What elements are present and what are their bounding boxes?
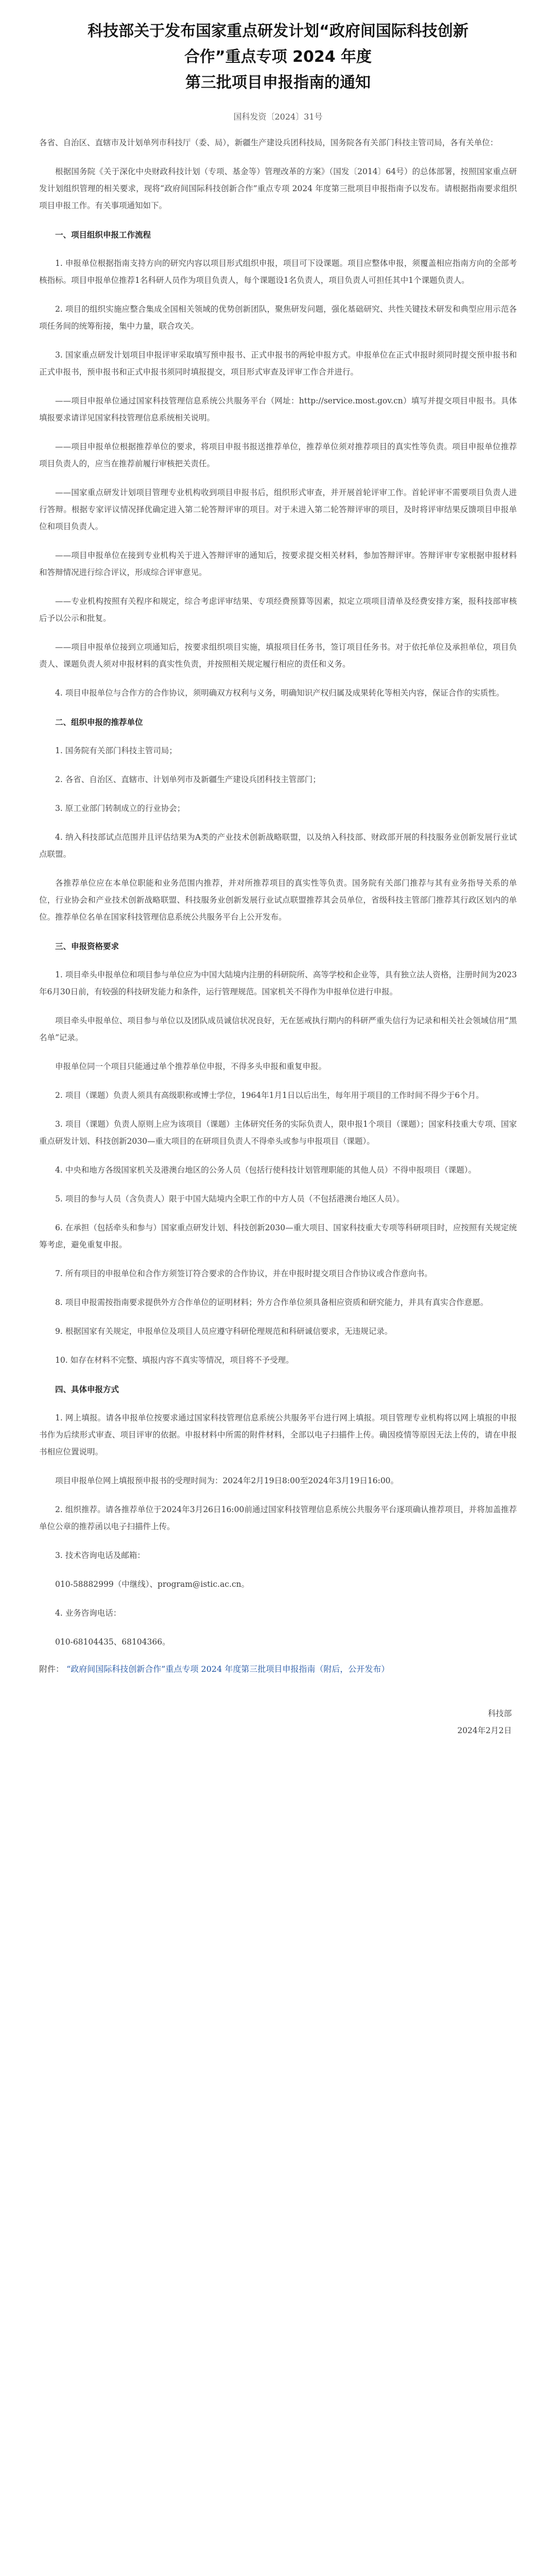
paragraph: 8. 项目申报需按指南要求提供外方合作单位的证明材料；外方合作单位须具备相应资质和研究能力，并具有真实合作意愿。	[55, 1298, 489, 1307]
paragraph: 四、具体申报方式	[55, 1384, 119, 1394]
page-title	[39, 19, 517, 96]
paragraph: 项目牵头申报单位、项目参与单位以及团队成员诚信状况良好，无在惩戒执行期内的科研严重失信行为记录和相关社会领域信用“黑名单”记录。	[39, 1016, 517, 1042]
paragraph: 2. 项目（课题）负责人须具有高级职称或博士学位，1964年1月1日以后出生，每年用于项目的工作时间不得少于6个月。	[55, 1091, 484, 1100]
paragraph: 三、申报资格要求	[55, 941, 119, 951]
paragraph: 2. 项目的组织实施应整合集成全国相关领域的优势创新团队，聚焦研发问题，强化基础研究、共性关键技术研发和典型应用示范各项任务间的统筹衔接，集中力量，联合攻关。	[39, 304, 517, 331]
paragraph: 1. 国务院有关部门科技主管司局；	[55, 746, 177, 755]
paragraph: 6. 在承担（包括牵头和参与）国家重点研发计划、科技创新2030—重大项目、国家科技重大专项等科研项目时，应按照有关规定统筹考虑，避免重复申报。	[39, 1223, 517, 1249]
document-body	[39, 134, 517, 1651]
paragraph: 根据国务院《关于深化中央财政科技计划（专项、基金等）管理改革的方案》（国发〔2014〕64号）的总体部署，按照国家重点研发计划组织管理的相关要求，现将“政府间国际科技创新合作”重点专项 2024 年度第三批项目申报指南予以发布。请根据指南要求组织项目申报工作。有关事项通知如下。	[39, 167, 517, 210]
title-line-1: 科技部关于发布国家重点研发计划“政府间国际科技创新	[88, 22, 468, 40]
paragraph: 7. 所有项目的申报单位和合作方须签订符合要求的合作协议，并在申报时提交项目合作协议或合作意向书。	[55, 1269, 432, 1278]
paragraph: 4. 中央和地方各级国家机关及港澳台地区的公务人员（包括行使科技计划管理职能的其他人员）不得申报项目（课题）。	[55, 1165, 476, 1175]
paragraph: 9. 根据国家有关规定，申报单位及项目人员应遵守科研伦理规范和科研诚信要求，无违规记录。	[55, 1327, 393, 1336]
attachment-link[interactable]: “政府间国际科技创新合作”重点专项 2024 年度第三批项目申报指南（附后，公开发布）	[66, 1664, 390, 1674]
paragraph: 申报单位同一个项目只能通过单个推荐单位申报，不得多头申报和重复申报。	[55, 1062, 327, 1071]
paragraph: 3. 技术咨询电话及邮箱：	[55, 1551, 145, 1560]
paragraph: 各省、自治区、直辖市及计划单列市科技厅（委、局），新疆生产建设兵团科技局，国务院各有关部门科技主管司局，各有关单位：	[39, 138, 498, 147]
paragraph: 1. 申报单位根据指南支持方向的研究内容以项目形式组织申报，项目可下设课题。项目应整体申报，须覆盖相应指南方向的全部考核指标。项目申报单位推荐1名科研人员作为项目负责人，每个课题设1名负责人，项目负责人可担任其中1个课题负责人。	[39, 259, 517, 285]
paragraph: 4. 项目申报单位与合作方的合作协议，须明确双方权利与义务，明确知识产权归属及成果转化等相关内容，保证合作的实质性。	[55, 688, 505, 698]
paragraph: ——项目申报单位在接到专业机构关于进入答辩评审的通知后，按要求提交相关材料，参加答辩评审。答辩评审专家根据申报材料和答辩情况进行综合评议，形成综合评审意见。	[39, 551, 517, 577]
paragraph: 5. 项目的参与人员（含负责人）限于中国大陆境内全职工作的中方人员（不包括港澳台地区人员）。	[55, 1194, 405, 1204]
paragraph: ——国家重点研发计划项目管理专业机构收到项目申报书后，组织形式审查，并开展首轮评审工作。首轮评审不需要项目负责人进行答辩。根据专家评议情况择优确定进入第二轮答辩评审的项目。对于未进入第二轮答辩评审的项目，及时将评审结果反馈项目申报单位和项目负责人。	[39, 488, 517, 531]
paragraph: 2. 各省、自治区、直辖市、计划单列市及新疆生产建设兵团科技主管部门；	[55, 775, 321, 784]
paragraph: 2. 组织推荐。请各推荐单位于2024年3月26日16:00前通过国家科技管理信息系统公共服务平台逐项确认推荐项目，并将加盖推荐单位公章的推荐函以电子扫描件上传。	[39, 1505, 517, 1531]
title-line-2: 合作”重点专项 2024 年度	[184, 48, 372, 66]
paragraph: 3. 国家重点研发计划项目申报评审采取填写预申报书、正式申报书的两轮申报方式。申报单位在正式申报时须同时提交预申报书和正式申报书，预申报书和正式申报书须同时填报提交，项目形式审查及评审工作合并进行。	[39, 350, 517, 377]
paragraph: 二、组织申报的推荐单位	[55, 717, 143, 727]
paragraph: 1. 项目牵头申报单位和项目参与单位应为中国大陆境内注册的科研院所、高等学校和企业等，具有独立法人资格，注册时间为2023年6月30日前，有较强的科技研发能力和条件，运行管理规范。国家机关不得作为申报单位进行申报。	[39, 970, 517, 996]
signature-date: 2024年2月2日	[457, 1726, 512, 1735]
paragraph: ——项目申报单位根据推荐单位的要求，将项目申报书报送推荐单位，推荐单位须对推荐项目的真实性等负责。项目申报单位推荐项目负责人的，应当在推荐前履行审核把关责任。	[39, 442, 517, 468]
paragraph: 3. 项目（课题）负责人原则上应为该项目（课题）主体研究任务的实际负责人，限申报1个项目（课题）；国家科技重大专项、国家重点研发计划、科技创新2030—重大项目的在研项目负责人不得牵头或参与申报项目（课题）。	[39, 1120, 517, 1146]
paragraph: 4. 业务咨询电话：	[55, 1608, 121, 1618]
paragraph: 各推荐单位应在本单位职能和业务范围内推荐，并对所推荐项目的真实性等负责。国务院有关部门推荐与其有业务指导关系的单位，行业协会和产业技术创新战略联盟、科技服务业创新发展行业试点联盟推荐其会员单位，省级科技主管部门推荐其行政区划内的单位。推荐单位名单在国家科技管理信息系统公共服务平台上公开发布。	[39, 878, 517, 922]
paragraph: 010-68104435、68104366。	[55, 1637, 170, 1647]
paragraph: 1. 网上填报。请各申报单位按要求通过国家科技管理信息系统公共服务平台进行网上填报。项目管理专业机构将以网上填报的申报书作为后续形式审查、项目评审的依据。申报材料中所需的附件材料，全部以电子扫描件上传。确因疫情等原因无法上传的，请在申报书相应位置说明。	[39, 1413, 517, 1456]
attachment-note	[39, 1663, 517, 1674]
paragraph: 3. 原工业部门转制成立的行业协会；	[55, 804, 185, 813]
paragraph: 10. 如存在材料不完整、填报内容不真实等情况，项目将不予受理。	[55, 1355, 294, 1365]
paragraph: ——专业机构按照有关程序和规定，综合考虑评审结果、专项经费预算等因素，拟定立项项目清单及经费安排方案，报科技部审核后予以公示和批复。	[39, 597, 517, 623]
paragraph: 010-58882999（中继线）、program@istic.ac.cn。	[55, 1580, 250, 1589]
paragraph: ——项目申报单位通过国家科技管理信息系统公共服务平台（网址：http://service.most.gov.cn）填写并提交项目申报书。具体填报要求请详见国家科技管理信息系统相关说明。	[39, 396, 517, 422]
title-line-3: 第三批项目申报指南的通知	[185, 74, 371, 92]
paragraph: ——项目申报单位接到立项通知后，按要求组织项目实施，填报项目任务书，签订项目任务书。对于依托单位及承担单位，项目负责人、课题负责人须对申报材料的真实性负责，并按照相关规定履行相应的责任和义务。	[39, 642, 517, 669]
paragraph: 4. 纳入科技部试点范围并且评估结果为A类的产业技术创新战略联盟，以及纳入科技部、财政部开展的科技服务业创新发展行业试点联盟。	[39, 833, 517, 859]
signature-org: 科技部	[488, 1709, 512, 1718]
paragraph: 一、项目组织申报工作流程	[55, 230, 151, 240]
paragraph: 项目申报单位网上填报预申报书的受理时间为：2024年2月19日8:00至2024年3月19日16:00。	[55, 1476, 399, 1485]
attachment-label: 附件：	[39, 1664, 64, 1674]
document-number: 国科发资〔2024〕31号	[233, 112, 323, 122]
